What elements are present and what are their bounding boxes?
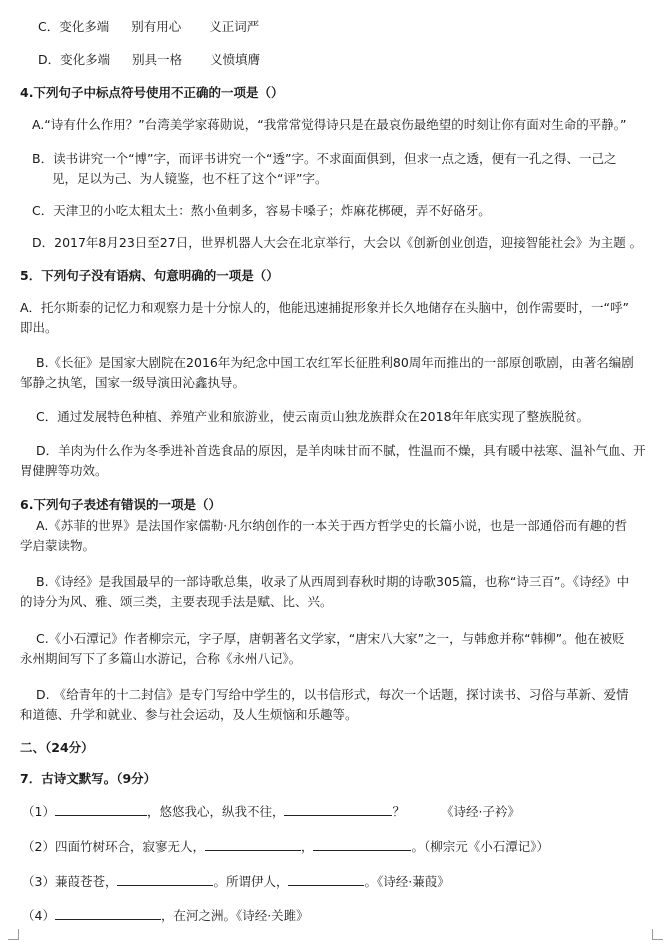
- option-term: 别具一格: [132, 52, 183, 67]
- source-text: 《诗经·子衿》: [440, 804, 520, 819]
- option-label: C．: [38, 19, 60, 34]
- q7-item-3: [22, 872, 450, 890]
- option-term: 义正词严: [209, 19, 260, 34]
- page-corner-mark: [8, 929, 19, 940]
- answer-blank[interactable]: [55, 802, 147, 816]
- option-term: 变化多端: [59, 19, 110, 34]
- q5-option-c: C．通过发展特色种植、养殖产业和旅游业，使云南贡山独龙族群众在2018年年底实现了整族脱贫。: [36, 409, 590, 424]
- option-term: 别有用心: [131, 19, 182, 34]
- q4-option-b-line1: B．读书讲究一个“博”字，而评书讲究一个“透”字。不求面面俱到，但求一点之透，便有一孔之得、一己之: [32, 151, 617, 166]
- source-text: 。（柳宗元《小石潭记》）: [411, 839, 549, 854]
- q7-item-1: [22, 802, 520, 820]
- option-term: 义愤填膺: [210, 52, 261, 67]
- source-text: ，在河之洲。《诗经·关雎》: [160, 908, 309, 923]
- q6-title: 6.下列句子表述有错误的一项是（）: [20, 497, 221, 512]
- q7-title: 7．古诗文默写。（9分）: [20, 771, 157, 786]
- q7-item-2: [22, 837, 549, 855]
- verse-sep: ，: [300, 839, 314, 854]
- q6-option-d-line1: D. 《给青年的十二封信》是专门写给中学生的，以书信形式，每次一个话题，探讨读书、习俗与革新、爱情: [36, 687, 629, 702]
- q5-option-a-line2: 即出。: [20, 320, 58, 335]
- answer-blank[interactable]: [313, 837, 411, 851]
- q5-option-d-line1: D．羊肉为什么作为冬季进补首选食品的原因，是羊肉味甘而不腻，性温而不燥，具有暖中祛寒、温补气血、开: [36, 443, 646, 458]
- q4-title: 4.下列句子中标点符号使用不正确的一项是（）: [20, 85, 284, 100]
- section-title: 二、（24分）: [20, 740, 94, 755]
- answer-blank[interactable]: [117, 872, 213, 886]
- q7-item-4: [22, 906, 309, 924]
- verse-text: 。所谓伊人，: [213, 874, 289, 889]
- verse-end: ？: [392, 804, 405, 819]
- option-label: D．: [38, 52, 61, 67]
- q6-option-c-line1: C.《小石潭记》作者柳宗元，字子厚，唐朝著名文学家，“唐宋八大家”之一，与韩愈并称“韩柳”。他在被贬: [36, 631, 625, 646]
- q4-option-c: C．天津卫的小吃太粗太土：熬小鱼刺多，容易卡嗓子；炸麻花梆硬，弄不好硌牙。: [32, 203, 491, 218]
- q5-option-b-line1: B.《长征》是国家大剧院在2016年为纪念中国工农红军长征胜利80周年而推出的一部原创歌剧，由著名编剧: [36, 355, 634, 370]
- verse-text: ，悠悠我心，纵我不往，: [146, 804, 285, 819]
- q4-option-a: A.“诗有什么作用？”台湾美学家蒋勋说，“我常常觉得诗只是在最哀伤最绝望的时刻让你有面对生命的平静。”: [32, 117, 627, 132]
- answer-blank[interactable]: [288, 872, 364, 886]
- q5-title: 5．下列句子没有语病、句意明确的一项是（）: [20, 268, 279, 283]
- item-number: （1）: [22, 804, 55, 819]
- q6-option-a-line2: 学启蒙读物。: [20, 538, 96, 553]
- q6-option-a-line1: A.《苏菲的世界》是法国作家儒勒·凡尔纳创作的一本关于西方哲学史的长篇小说，也是一部通俗而有趣的哲: [36, 518, 628, 533]
- q3-option-c: [38, 19, 259, 35]
- q5-option-a-line1: A．托尔斯泰的记忆力和观察力是十分惊人的，他能迅速捕捉形象并长久地储存在头脑中，创作需要时，一“呼”: [20, 300, 630, 315]
- q4-option-b-line2: 见，足以为己、为人镜鉴，也不枉了这个“评”字。: [52, 171, 328, 186]
- q6-option-b-line1: B.《诗经》是我国最早的一部诗歌总集，收录了从西周到春秋时期的诗歌305篇，也称“诗三百”。《诗经》中: [36, 574, 630, 589]
- page-corner-mark: [652, 929, 663, 940]
- verse-text: （3）蒹葭苍苍，: [22, 874, 118, 889]
- q6-option-d-line2: 和道德、升学和就业、参与社会运动，及人生烦恼和乐趣等。: [20, 707, 358, 722]
- answer-blank[interactable]: [55, 906, 161, 920]
- q6-option-c-line2: 永州期间写下了多篇山水游记，合称《永州八记》。: [20, 651, 302, 666]
- answer-blank[interactable]: [205, 837, 301, 851]
- answer-blank[interactable]: [284, 802, 392, 816]
- item-number: （4）: [22, 908, 55, 923]
- verse-text: （2）四面竹树环合，寂寥无人，: [22, 839, 205, 854]
- q6-option-b-line2: 的诗分为风、雅、颂三类，主要表现手法是赋、比、兴。: [20, 594, 333, 609]
- q3-option-d: [38, 52, 260, 68]
- source-text: 。《诗经·蒹葭》: [364, 874, 450, 889]
- q5-option-d-line2: 胃健脾等功效。: [20, 463, 108, 478]
- q4-option-d: D．2017年8月23日至27日，世界机器人大会在北京举行，大会以《创新创业创造，迎接智能社会》为主题 。: [32, 235, 643, 250]
- q5-option-b-line2: 邹静之执笔，国家一级导演田沁鑫执导。: [20, 375, 246, 390]
- option-term: 变化多端: [60, 52, 111, 67]
